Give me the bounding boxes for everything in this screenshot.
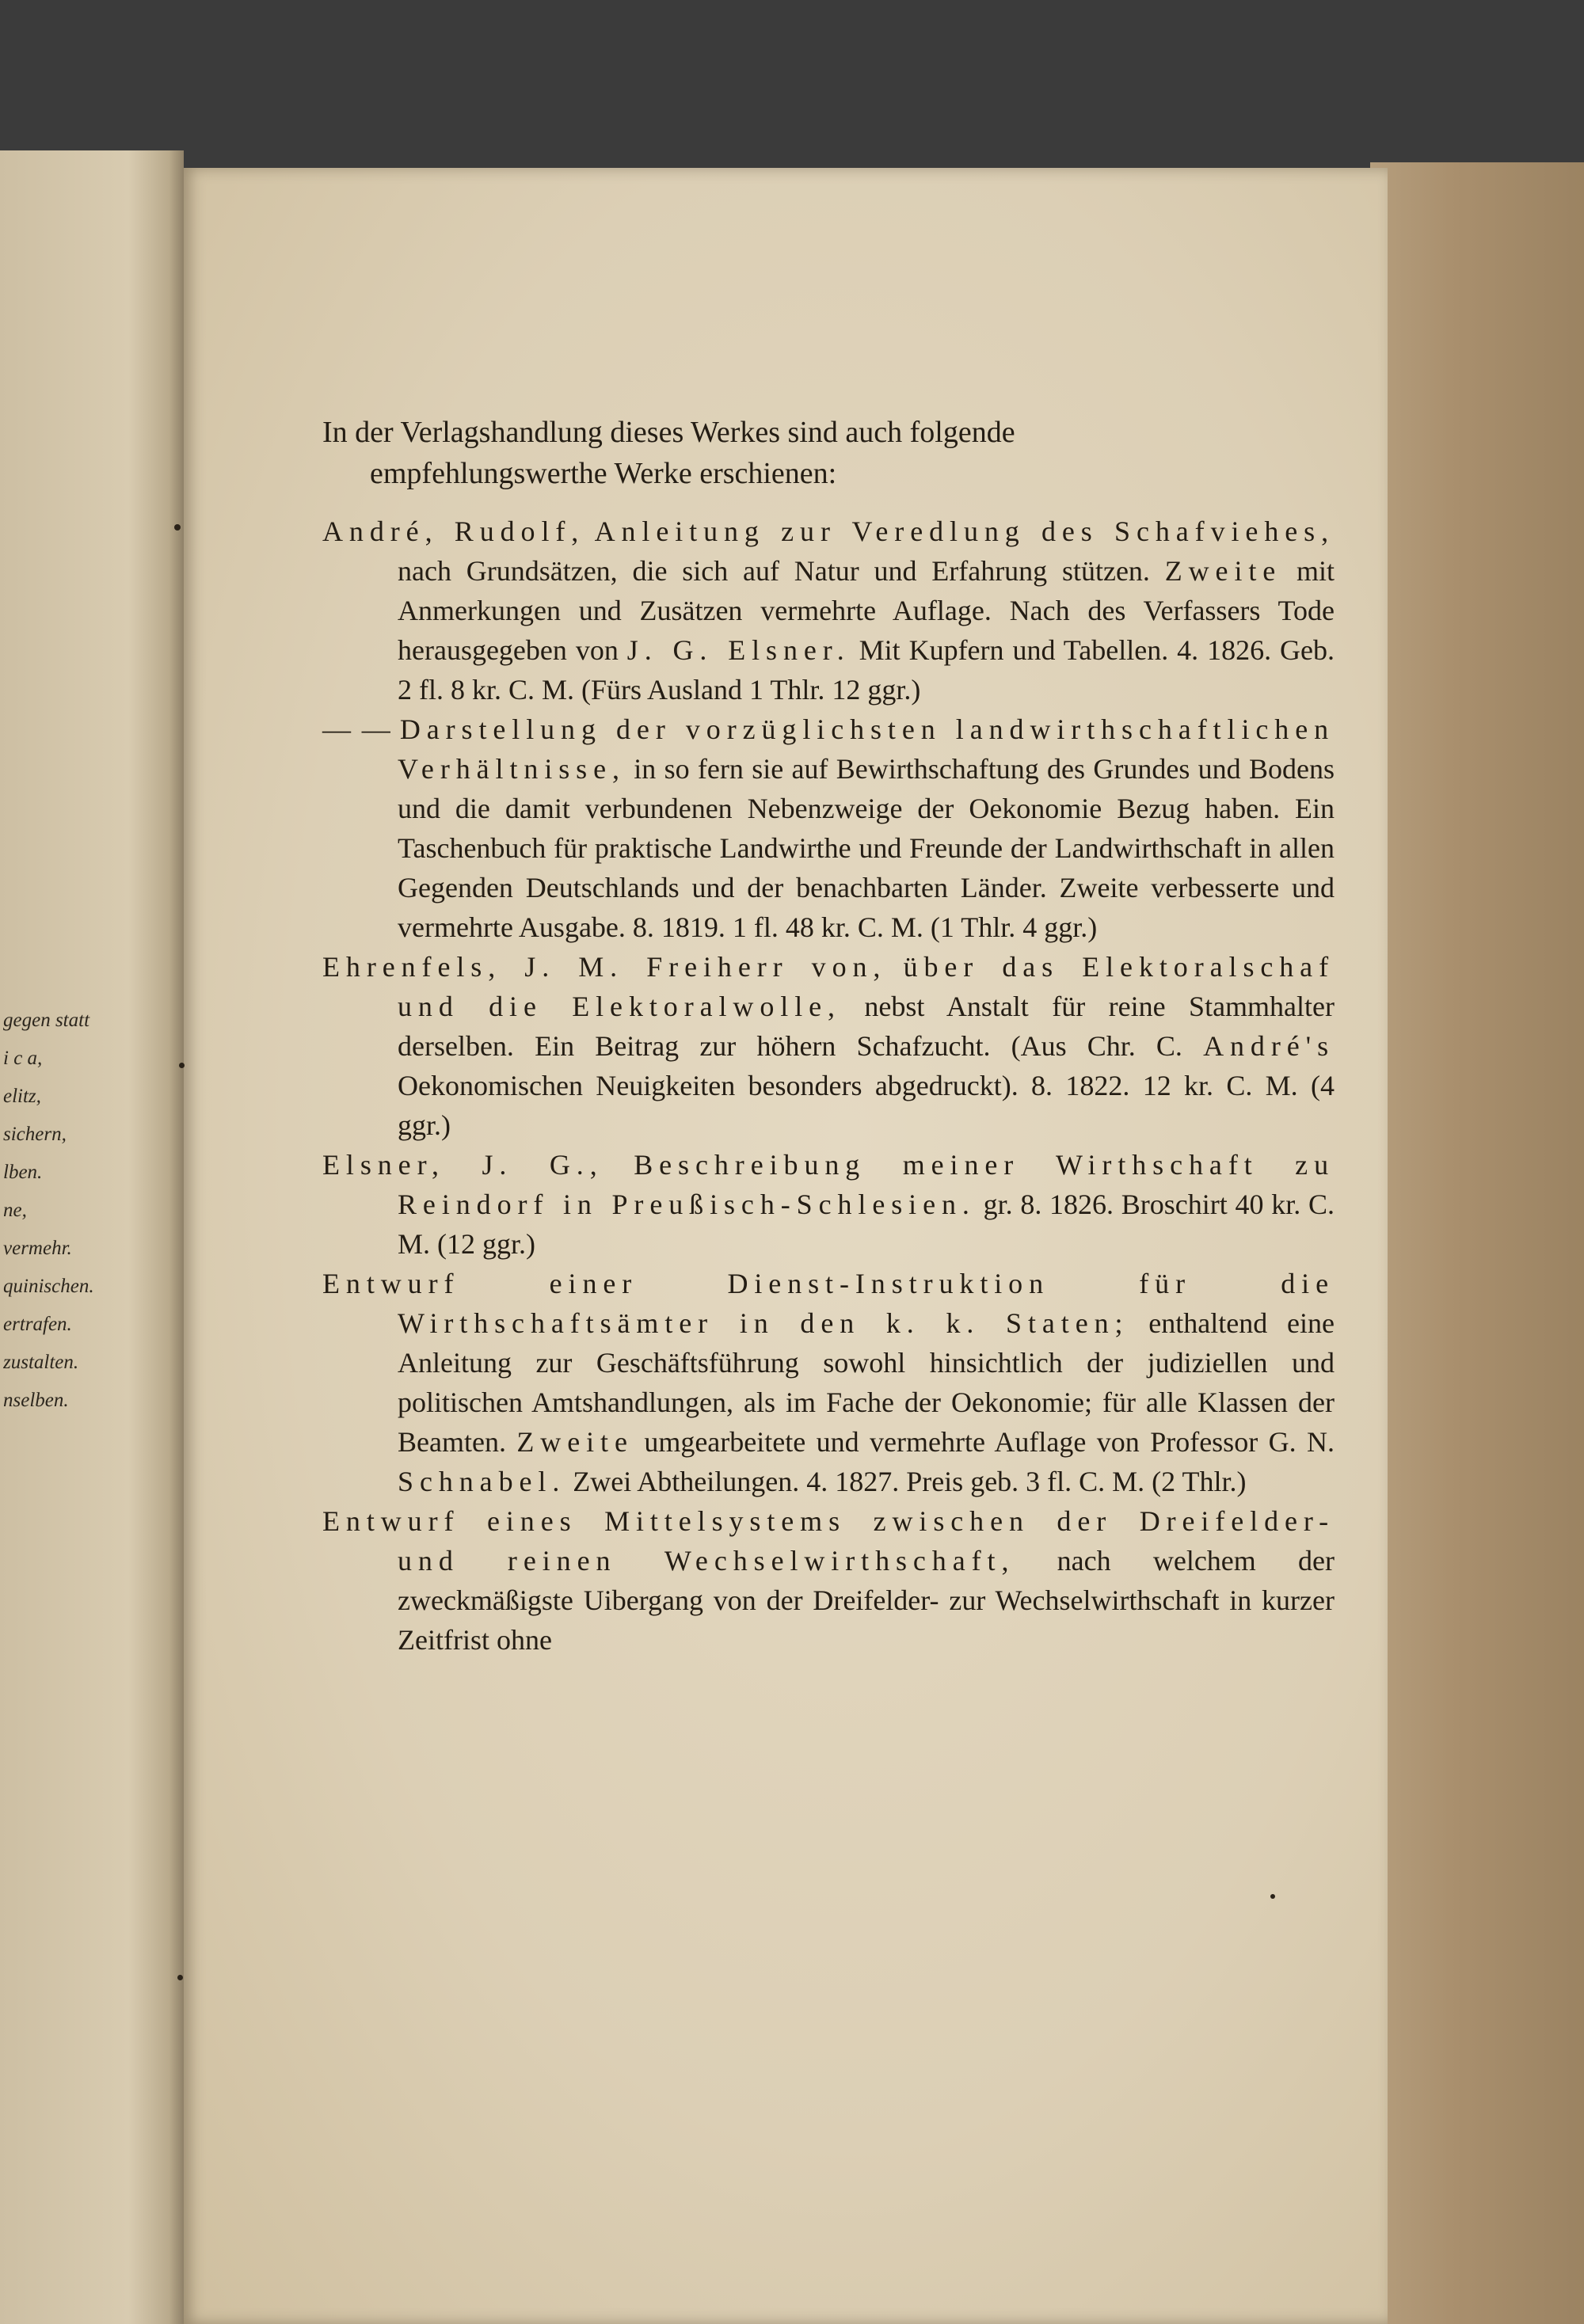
- left-fragment: ne,: [3, 1200, 27, 1221]
- left-fragment: gegen statt: [3, 1010, 90, 1031]
- left-fragment: sichern,: [3, 1124, 67, 1145]
- entry-elsner: [322, 1145, 1335, 1264]
- entry-text: nach Grundsätzen, die sich auf Natur und Erfahrung stützen.: [398, 555, 1150, 587]
- entry-author-ref: André's: [1203, 1030, 1335, 1062]
- entry-text: in so fern sie auf Bewirthschaftung des Grundes und Bodens und die damit verbundenen Nebenzweige der Oekonomie Bezug haben. Ein Taschenbuch für praktische Landwirthe und Freunde der Landwirthschaft in allen Gegenden Deutschlands und der benachbarten Länder. Zweite verbesserte und vermehrte Ausgabe. 8. 1819. 1 fl. 48 kr. C. M. (1 Thlr. 4 ggr.): [398, 753, 1335, 943]
- entry-text: mit Anmerkungen und Zusätzen vermehrte Auflage. Nach des Verfassers Tode herausgegeben von: [398, 555, 1335, 666]
- entry-title: über das Elektoralschaf und die Elektoralwolle,: [398, 951, 1335, 1022]
- left-fragment: ertrafen.: [3, 1314, 72, 1335]
- entry-entwurf-mittelsystem: [322, 1501, 1335, 1660]
- entry-title: Beschreibung meiner Wirthschaft zu Reindorf in Preußisch-Schlesien.: [398, 1149, 1335, 1220]
- entry-author: Elsner, J. G.,: [322, 1149, 604, 1181]
- entry-editor: J. G. Elsner.: [626, 634, 851, 666]
- entry-text: umgearbeitete und vermehrte Auflage von Professor G. N.: [644, 1426, 1335, 1458]
- left-fragment: elitz,: [3, 1086, 41, 1107]
- entry-text: nach welchem der zweckmäßigste Uibergang von der Dreifelder- zur Wechselwirthschaft in kurzer Zeitfrist ohne: [398, 1545, 1335, 1656]
- left-page: [0, 150, 184, 2324]
- left-page-text-fragments: [3, 1002, 138, 1420]
- entry-editor: Schnabel.: [398, 1466, 566, 1497]
- entry-text: Mit Kupfern und Tabellen. 4. 1826. Geb. 2 fl. 8 kr. C. M. (Fürs Ausland 1 Thlr. 12 ggr.): [398, 634, 1335, 706]
- entry-title: Anleitung zur Veredlung des Schafviehes,: [594, 515, 1335, 547]
- left-fragment: zustalten.: [3, 1352, 79, 1373]
- entry-andre-darstellung: [322, 709, 1335, 947]
- entry-text: Zwei Abtheilungen. 4. 1827. Preis geb. 3 fl. C. M. (2 Thlr.): [573, 1466, 1247, 1497]
- book-cover-board: [1370, 162, 1584, 2324]
- intro-line-1: In der Verlagshandlung dieses Werkes sind auch folgende: [322, 416, 1015, 449]
- ink-speck: [179, 1063, 185, 1068]
- entry-entwurf-dienst: [322, 1264, 1335, 1501]
- entry-ehrenfels: [322, 947, 1335, 1145]
- entry-title: Entwurf einer Dienst-Instruktion für die Wirthschaftsämter in den k. k. Staten;: [322, 1268, 1335, 1339]
- entry-author: André, Rudolf,: [322, 515, 585, 547]
- entry-author: Ehrenfels, J. M. Freiherr von,: [322, 951, 887, 983]
- intro-line-2: empfehlungswerthe Werke erschienen:: [370, 457, 837, 490]
- entry-dash: — —: [322, 713, 392, 745]
- entry-edition: Zweite: [516, 1426, 634, 1458]
- entry-title: Entwurf eines Mittelsystems zwischen der Dreifelder- und reinen Wechselwirthschaft,: [322, 1505, 1335, 1577]
- left-fragment: quinischen.: [3, 1276, 94, 1297]
- left-fragment: lben.: [3, 1162, 43, 1183]
- catalogue-text: [322, 412, 1335, 1660]
- entry-text: Oekonomischen Neuigkeiten besonders abgedruckt). 8. 1822. 12 kr. C. M. (4 ggr.): [398, 1070, 1335, 1141]
- entry-text: enthaltend eine Anleitung zur Geschäftsführung sowohl hinsichtlich der judiziellen und politischen Amtshandlungen, als im Fache der Oekonomie; für alle Klassen der Beamten.: [398, 1307, 1335, 1458]
- intro-heading: [322, 412, 1335, 494]
- entry-text: nebst Anstalt für reine Stammhalter derselben. Ein Beitrag zur höhern Schafzucht. (Aus Chr. C.: [398, 991, 1335, 1062]
- ink-speck: [177, 1975, 183, 1980]
- entry-title: Darstellung der vorzüglichsten landwirthschaftlichen Verhältnisse,: [398, 713, 1335, 785]
- ink-speck: [1270, 1894, 1275, 1899]
- entry-andre-veredlung: [322, 512, 1335, 709]
- left-fragment: nselben.: [3, 1390, 69, 1411]
- entry-text: gr. 8. 1826. Broschirt 40 kr. C. M. (12 ggr.): [398, 1189, 1335, 1260]
- left-fragment: i c a,: [3, 1048, 43, 1069]
- entry-edition: Zweite: [1164, 555, 1282, 587]
- left-fragment: vermehr.: [3, 1238, 72, 1259]
- ink-speck: [174, 524, 181, 531]
- right-page: [184, 168, 1388, 2324]
